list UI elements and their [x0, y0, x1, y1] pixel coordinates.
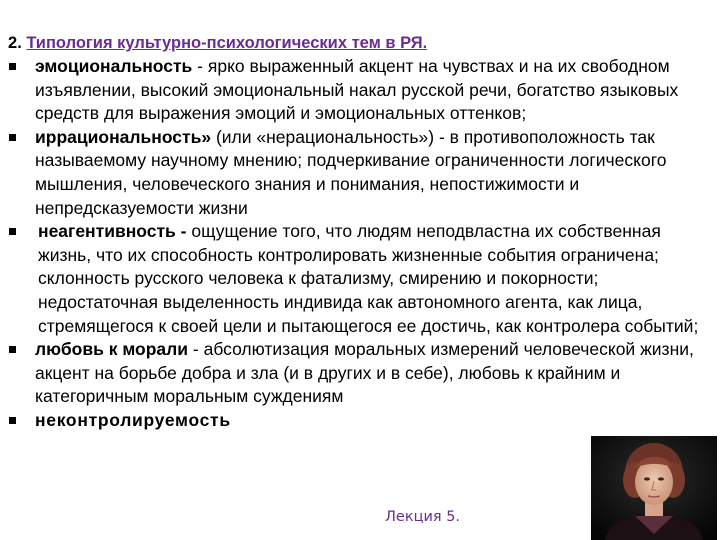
- bullet-item: [8, 220, 716, 338]
- bullet-description: - ярко выраженный акцент на чувствах и на их свободном изъявлении, высокий эмоциональный накал русской речи, богатство языковых средств для выражения эмоций и эмоциональных оттенков;: [35, 56, 679, 124]
- heading-title-link[interactable]: Типология культурно-психологических тем в РЯ.: [26, 34, 428, 52]
- bullet-item: [8, 409, 716, 433]
- bullet-item: [8, 55, 716, 126]
- bullet-description: (или «нерациональность») - в противоположность так называемому научному мнению; подчеркивание ограниченности логического мышления, человеческого знания и понимания, непостижимости и непредсказуемости жизни: [35, 126, 667, 218]
- bullet-term: неконтролируемость: [35, 409, 231, 430]
- bullet-list: [8, 55, 716, 433]
- bullet-item: [8, 126, 716, 220]
- bullet-term: неагентивность -: [38, 221, 187, 242]
- bullet-description: - абсолютизация моральных измерений человеческой жизни, акцент на борьбе добра и зла (и в других и в себе), любовь к крайним и категоричным моральным суждениям: [35, 339, 694, 407]
- lecturer-photo: [591, 436, 717, 540]
- square-bullet-icon: [9, 346, 16, 353]
- square-bullet-icon: [9, 63, 16, 70]
- square-bullet-icon: [9, 134, 16, 141]
- bullet-term: любовь к морали: [35, 339, 189, 360]
- bullet-term: иррациональность»: [35, 126, 212, 147]
- heading-dot: .: [17, 34, 27, 52]
- bullet-item: [8, 338, 716, 409]
- bullet-description: ощущение того, что людям неподвластна их собственная жизнь, что их способность контролировать жизненные события ограничена; склонность русского человека к фатализму, смирению и покорности; недостаточная выделенность индивида как автономного агента, как лица, стремящегося к своей цели и пытающегося ее достичь, как контролера событий;: [38, 221, 699, 336]
- bullet-term: эмоциональность: [35, 56, 193, 76]
- square-bullet-icon: [9, 228, 16, 235]
- square-bullet-icon: [9, 417, 16, 424]
- lecture-label: Лекция 5.: [385, 509, 461, 525]
- slide-heading: [8, 34, 427, 53]
- heading-number: 2: [8, 34, 18, 52]
- portrait-image: [591, 436, 717, 540]
